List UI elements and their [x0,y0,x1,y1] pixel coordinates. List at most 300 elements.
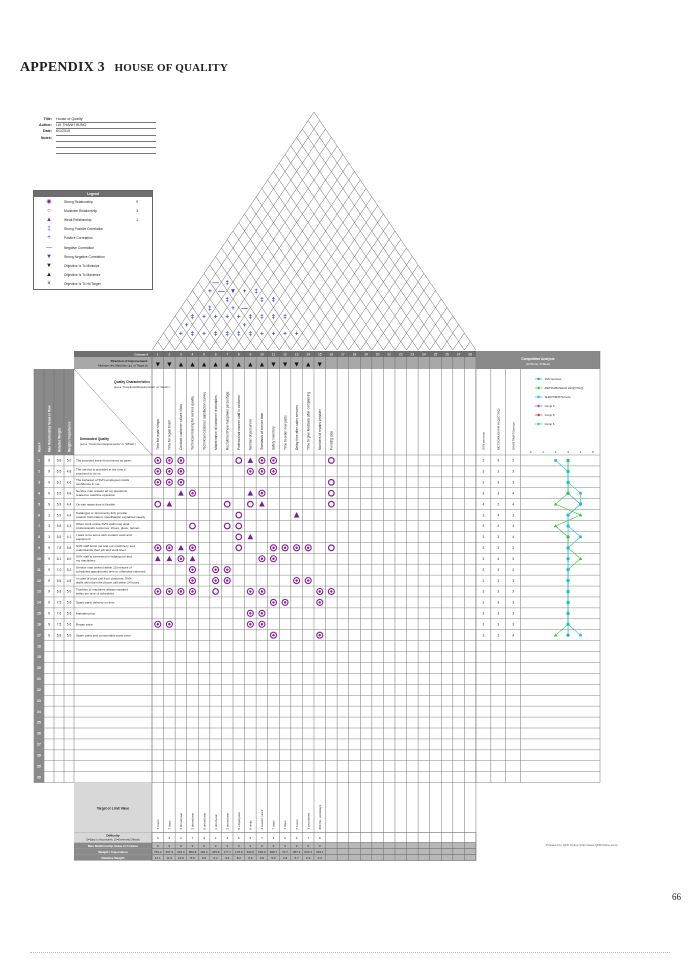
direction-sub: Minimize (▼), Maximize (▲), or Target (x) [98,364,148,368]
roof-correlation-icon: + [202,330,206,338]
legend-item-label: Strong Negative Correlation [64,254,105,259]
row-max-value: 9 [48,502,50,507]
roof-correlation-icon: ▼ [229,288,237,295]
max_rel-value: 9 [191,843,194,848]
direction-arrow-icon: ▼ [154,361,162,369]
competitor-rating: 4 [512,491,515,496]
roof-gridline [256,189,366,351]
column-number: 24 [422,352,426,357]
difficulty-value: 3 [226,835,229,840]
competitor-rating: 4 [512,502,515,507]
direction-arrow-icon: ▲ [258,361,266,369]
weak-relationship-icon [190,556,196,561]
competitive-title: Competitive Analysis [521,357,555,361]
competitor-rating: 3 [482,633,485,638]
row-weight: 4.8 [66,469,72,474]
difficulty-value: 6 [237,835,240,840]
legend-item-weight: 1 [136,217,138,222]
row-relative-weight: 6.8 [56,458,62,463]
weights-value: 73.7 [282,849,288,854]
target-value: 2 times/year [190,812,195,830]
targets-label: Target or Limit Value [96,806,130,811]
strong-relationship-icon [168,481,170,483]
row-weight: 5.0 [66,633,72,638]
row-weight: 4.3 [66,524,72,529]
demanded-quality-text: The provided keep its promises as given [76,458,132,463]
demanded-quality-text: Catalogue or documents fully provide [76,511,128,515]
competitor-point [567,623,570,626]
up-arrow-icon: ▲ [46,272,52,279]
row-max-value: 9 [48,480,50,485]
legend-item-label: Strong Relationship [64,199,93,204]
roof-correlation-icon: + [283,330,287,338]
competitor-rating: 3 [497,567,500,572]
demanded-quality-title: Demanded Quality [80,437,109,441]
roof-gridline [273,172,394,351]
competitor-legend-marker [537,378,539,380]
row-max-value: 9 [48,546,50,551]
legend-item-label: Strong Positive Correlation [64,227,104,232]
demanded-quality-text: staffs will return the phone call within 24 hours [76,580,140,585]
bottom-rule [30,952,670,953]
weights-value: 425.8 [211,849,220,854]
row-max-value: 3 [48,513,50,518]
roof-correlation-icon: ‡ [271,296,276,304]
strong-relationship-icon [157,459,159,461]
how-header: Technician training for service quality [190,396,195,450]
direction-arrow-icon: ▼ [293,361,301,369]
legend-item-label: Moderate Relationship [64,208,97,213]
competitor-rating: 3 [497,578,500,583]
roof-gridline [279,206,377,351]
competitor-rating: 3 [482,469,485,474]
roof-correlation-icon: + [242,288,247,295]
max_rel-value: 9 [156,843,159,848]
how-header: Time for repair finish [167,420,172,450]
competitor-rating: 3 [512,578,515,583]
how-header: Conduct customer culture class [179,404,184,450]
strong-relationship-icon [157,470,159,472]
column-number: 18 [352,352,357,357]
demanded-quality-text: confidence in me [76,482,100,487]
competitor-rating: 3 [512,567,515,572]
moderate-relationship-icon [236,523,242,529]
demanded-quality-text: SVN staff is interested in helping me and [76,554,132,559]
strong-relationship-icon [191,568,193,570]
meta-date-label: Date: [43,129,52,134]
column-number: 23 [410,352,415,357]
roof-correlation-icon: ‡ [283,313,287,321]
meta-author-label: Author: [39,123,52,128]
difficulty-value: 8 [318,835,321,840]
column-number: 14 [306,352,310,357]
weights-value: 667.3 [165,849,174,854]
row-relative-weight: 5.9 [56,502,62,507]
strong-relationship-icon [307,547,309,549]
roof-gridline [349,257,413,351]
strong-relationship-icon [261,470,263,472]
row-relative-weight: 6.8 [56,633,62,638]
difficulty-value: 6 [168,835,171,840]
demanded-quality-text: In case of more call from customer, SVN [76,576,132,581]
row-number: 1 [38,458,40,463]
competitor-legend-marker [537,423,539,425]
max_rel-value: 9 [318,843,321,848]
roof-gridline [285,155,418,351]
moderate-relationship-icon [236,512,242,518]
row-weight: 4.1 [66,535,72,540]
column-number: 21 [387,352,391,357]
strong-relationship-icon [168,623,170,625]
column-number: 25 [433,352,438,357]
strong-relationship-icon [180,558,182,560]
relative-value: 6.2 [213,855,218,860]
strong-relationship-icon [261,612,263,614]
competitor-rating: 3 [482,589,485,594]
roof-gridline [464,342,470,351]
difficulty-label: Difficulty [106,833,120,838]
relative-value: 2.8 [282,855,288,860]
weights-value: 608.7 [269,849,278,854]
moderate-relationship-icon [236,458,242,464]
target-value: 4 hours [155,819,160,830]
roof-correlation-icon: ‡ [190,313,195,321]
left-column-header: Relative Weight [57,428,62,452]
weak-relationship-icon [248,457,254,462]
column-number: 9 [249,352,252,357]
target-value: 7 days [271,820,276,830]
moderate-relationship-icon [329,480,335,486]
triangle-weak-icon: ▲ [46,216,52,223]
weights-value: 461.0 [177,849,185,854]
demanded-quality-text: Spare parts and consumable parts price [76,633,131,638]
column-number: 11 [271,352,276,357]
roof-correlation-icon: + [179,330,183,338]
roof-correlation-icon: ‡ [248,313,253,321]
roof-correlation-icon: ‡ [254,288,258,295]
competitor-rating: 3 [512,611,515,616]
target-value: 2 days [167,820,172,830]
competitor-rating: 4 [512,633,515,638]
row-weight: 4.8 [66,491,72,496]
roof-gridline [294,138,442,351]
direction-arrow-icon: ▲ [223,361,231,369]
roof-correlation-icon: + [294,330,299,338]
roof-gridline [418,308,447,351]
row-number: 28 [37,753,41,758]
roof-gridline [184,138,332,351]
max_rel-value: 9 [214,843,217,848]
strong-relationship-icon [330,590,332,592]
x-mark-icon: × [47,281,51,288]
target-value: 2 days [283,820,288,830]
competitor-rating: 4 [482,502,485,507]
difficulty-value: 6 [284,835,286,840]
direction-arrow-icon: ▲ [304,361,312,369]
row-number: 12 [37,578,41,583]
competitor-point [579,536,582,539]
roof-correlation-icon: + [207,288,212,295]
column-number: 4 [191,352,194,357]
strong-relationship-icon [168,547,170,549]
moderate-relationship-icon [329,458,335,464]
target-value: 6 visits [248,820,253,830]
strong-relationship-icon [191,492,193,494]
competitor-rating: 3 [512,589,515,594]
row-number: 26 [37,731,41,736]
direction-arrow-icon: ▲ [177,361,185,369]
row-number: 2 [38,469,40,474]
legend-item-label: Weak Relationship [64,217,92,222]
row-number: 19 [37,655,41,660]
row-weight: 6.0 [66,556,72,561]
how-header: Delay time after-sales services [294,405,299,450]
moderate-relationship-icon [190,523,196,529]
roof-correlation-icon: ‡ [190,330,195,338]
competitor-rating: 3 [482,600,485,605]
roof-correlation-icon: — [212,279,219,287]
weights-value: 769.2 [154,849,162,854]
roof-correlation-icon: ‡ [213,330,218,338]
competitor-legend-marker [537,414,539,416]
direction-arrow-icon: ▲ [246,361,254,369]
competitor-rating: 3 [512,622,515,627]
weak-relationship-icon [167,556,173,561]
row-relative-weight: 5.5 [56,535,62,540]
scale-tick-label: 1 [542,450,544,454]
moderate-relationship-icon [224,501,230,507]
strong-relationship-icon [157,623,159,625]
roof-gridline [326,240,401,351]
target-value: 2 times/year [225,812,230,830]
competitor-legend-label: SVN services [544,377,562,381]
competitor-rating: 3 [512,480,515,485]
quality-characteristics-sub: (a.k.a. "Functional Requirements" or "Hows") [114,385,170,389]
max_rel-value: 9 [295,843,298,848]
row-number: 10 [37,556,41,561]
weights-value: 387.2 [292,849,301,854]
how-header: Number of personnel [248,419,253,450]
competitor-rating: 3 [512,524,515,529]
strong-relationship-icon [226,579,228,581]
competitor-rating: 3 [497,546,500,551]
demanded-quality-text: related to machine operation [76,493,116,498]
demanded-quality-text: Service man answer all my questions [76,489,128,494]
scale-tick-label: 0 [529,450,532,454]
circle-strong-icon: ◉ [46,198,52,205]
moderate-relationship-icon [155,501,161,507]
roof-gridline [233,172,354,351]
strong-relationship-icon [249,470,251,472]
strong-relationship-icon [157,481,159,483]
max_rel-value: 9 [272,843,275,848]
row-max-value: 9 [48,567,50,572]
competitor-legend-label: METSO/BUSHAN HLQ(CTHQ) [544,386,584,390]
roof-correlation-icon: ‡ [248,330,253,338]
strong-relationship-icon [319,601,321,603]
strong-relationship-icon [272,547,274,549]
row-weight: 5.6 [66,600,72,605]
row-relative-weight: 7.0 [56,567,62,572]
weights-value: 592.9 [258,849,266,854]
meta-title-label: Title: [43,117,52,121]
demanded-quality-text: Troubles of machines always repaired [76,587,128,592]
demanded-quality-text: On-site repair time is flexible [76,502,116,507]
max_rel-value: 9 [168,843,171,848]
difficulty-value: 6 [156,835,159,840]
row-relative-weight: 8.1 [56,556,62,561]
row-max-value: 9 [48,633,50,638]
roof-gridline [207,155,343,351]
competitor-point [567,525,570,528]
row-number: 21 [37,677,41,682]
competitor-rating: 3 [497,469,500,474]
how-header: Pending jobs [329,430,334,450]
competitor-rating: 2 [512,458,515,463]
competitor-rating: 3 [497,535,500,540]
row-number: 16 [37,622,41,627]
row-number: 27 [37,742,41,747]
row-max-value: 9 [48,589,50,594]
roof-correlation-icon: ‡ [225,330,230,338]
roof-correlation-icon: ‡ [260,313,264,321]
circle-moderate-icon: ○ [47,207,51,214]
demanded-quality-text: Spare parts delivery on time [76,600,115,605]
moderate-relationship-icon [248,501,254,507]
competitor-rating: 4 [497,513,500,518]
relative-value: 6.6 [248,855,253,860]
competitor-legend-label: Comp 4 [544,404,555,408]
roof-gridline [372,274,424,351]
competitor-name: SHANTIMAT/Service [511,422,516,450]
competitive-sub: (0=Worst, 5=Best) [525,362,551,366]
difficulty-value: 5 [249,835,252,840]
how-header: Standards of service date [260,412,265,450]
row-max-value: 3 [48,524,50,529]
target-value: 2 weeks' stock [260,809,265,830]
column-number: 5 [203,352,205,357]
roof-correlation-icon: ‡ [260,296,264,304]
appendix-number: APPENDIX 3 [20,60,105,75]
row-weight: 4.4 [66,513,72,518]
how-header: Maintenance of customer receivables [213,395,218,450]
roof-correlation-icon: + [236,313,241,321]
weights-value: 589.8 [188,849,197,854]
row-weight: 5.2 [66,567,72,572]
max_rel-value: 9 [180,843,182,848]
relative-label: Relative Weight [101,855,125,860]
relative-value: 6.2 [306,855,311,860]
competitor-rating: 3 [482,458,485,463]
roof-gridline [302,223,389,351]
strong-relationship-icon [249,612,251,614]
strong-relationship-icon [284,601,286,603]
strong-relationship-icon [272,459,274,461]
weights-value: 349.1 [316,849,324,854]
strong-relationship-icon [261,492,263,494]
strong-relationship-icon [226,568,228,570]
how-header: Technician customer satisfaction survey [202,391,207,450]
difficulty-value: 7 [191,835,194,840]
strong-relationship-icon [180,481,182,483]
roof-correlation-icon: + [231,305,235,312]
difficulty-value: 3 [272,835,275,840]
competitor-rating: 3 [482,546,485,551]
target-value: 8 employees [236,812,241,830]
page-number: 66 [672,892,681,902]
strong-relationship-icon [272,558,274,560]
competitor-rating: 2 [497,524,500,529]
competitor-rating: 3 [497,622,500,627]
demanded-quality-text: product information, specification explained clearly [76,515,146,519]
row-number: 4 [38,491,40,496]
weak-relationship-icon [248,490,254,495]
strong-relationship-icon [295,579,297,581]
relative-value: 9.9 [259,855,265,860]
demanded-quality-text: promised to do so [76,471,101,476]
row-number: 11 [37,567,41,572]
relative-value: 6.3 [317,855,322,860]
column-number: 1 [156,352,159,357]
row-relative-weight: 5.9 [56,513,62,518]
row-relative-weight: 6.5 [56,578,62,583]
strong-relationship-icon [261,590,263,592]
column-number: 17 [341,352,345,357]
meta-title-value: House of Quality [56,117,156,123]
column-number: 26 [445,352,449,357]
how-header: Recruitment/new manpower percentage [225,391,230,450]
column-number: 19 [364,352,368,357]
strong-relationship-icon [168,459,170,461]
column-number: 7 [226,352,229,357]
row-number: 17 [37,633,41,638]
competitor-rating: 3 [482,578,485,583]
strong-relationship-icon [249,590,251,592]
competitor-line [568,460,580,635]
strong-relationship-icon [214,568,216,570]
competitor-point [567,557,570,560]
row-weight: 4.6 [66,480,72,485]
competitor-point [567,568,570,571]
how-header: Time for repair shops [155,418,160,450]
column-number: 6 [214,352,217,357]
target-value: 6 times/year [202,812,207,830]
target-value: 3 processes [306,812,311,830]
row-weight: 5.0 [66,589,72,594]
roof-correlation-icon: + [242,322,247,329]
row-number: 18 [37,644,41,649]
relative-value: 12.1 [154,855,161,860]
demanded-quality-text: professionally costumes: shoes, glove, helmet… [76,525,143,530]
roof-correlation-icon: + [202,313,206,321]
column-number: 13 [294,352,299,357]
strong-relationship-icon [191,590,193,592]
demanded-quality-text: I want to be serve with modern tools and [76,532,132,537]
moderate-relationship-icon [236,534,242,540]
row-number: 5 [38,502,40,507]
competitor-rating: 3 [482,513,485,518]
max_rel-value: 9 [307,843,310,848]
column-number: 16 [329,352,334,357]
competitor-legend-label: SHANTIMAT/Service [544,395,571,399]
credit-footnote: Powered by QFD Online (http://www.QFDOnline.com) [546,843,618,847]
competitor-rating: 3 [482,480,485,485]
row-relative-weight: 6.2 [56,480,62,485]
max_rel-value: 9 [284,843,286,848]
strong-relationship-icon [284,547,286,549]
column-number: 20 [375,352,380,357]
weak-relationship-icon [248,534,254,539]
